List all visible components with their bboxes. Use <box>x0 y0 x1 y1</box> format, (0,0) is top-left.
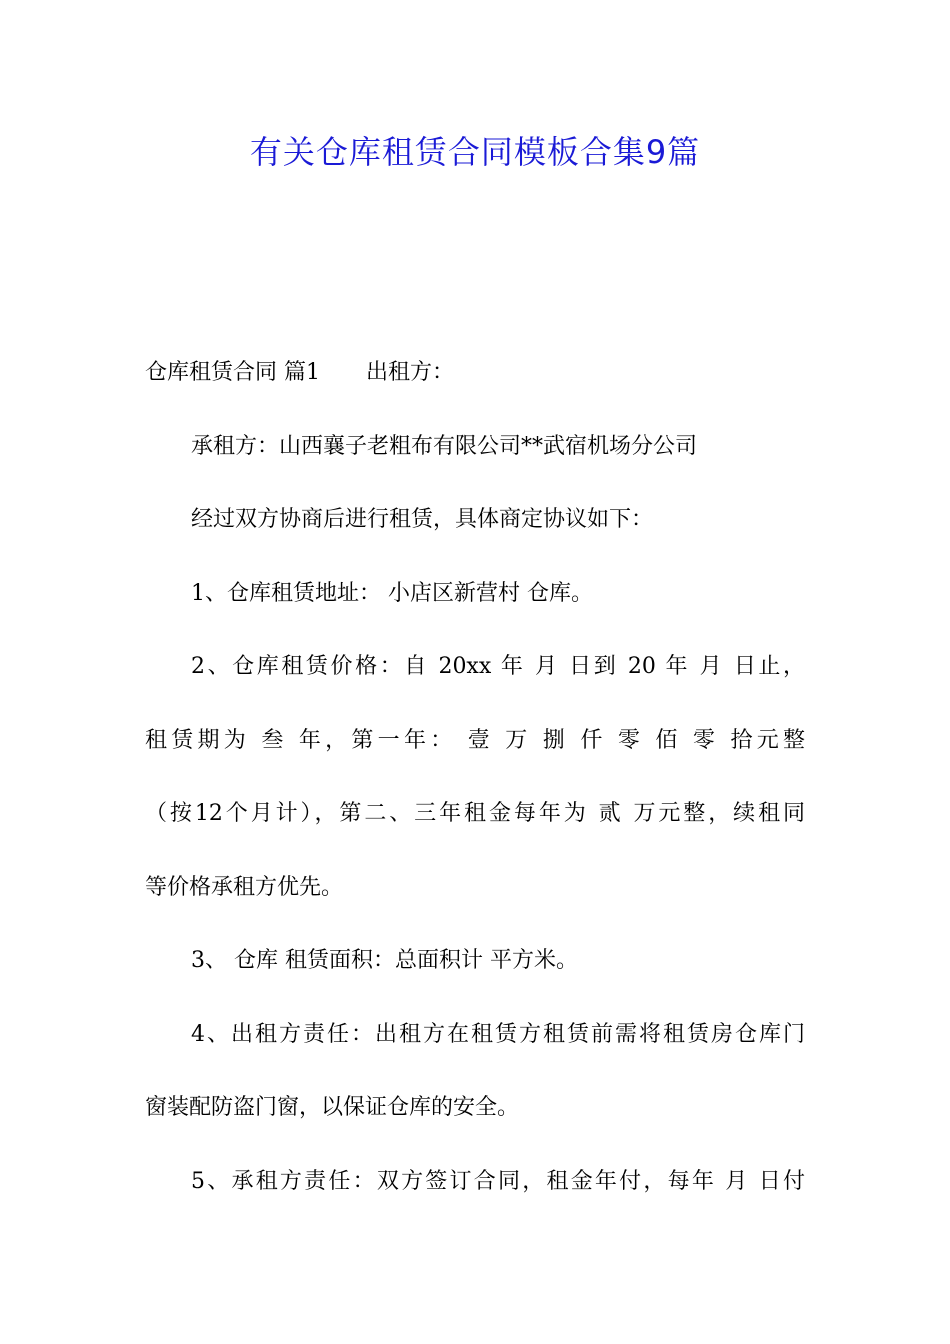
section-heading: 仓库租赁合同 篇1 <box>145 360 320 385</box>
paragraph-line: （按12个月计），第二、三年租金每年为 贰 万元整，续租同 <box>145 801 805 826</box>
paragraph-line: 5、承租方责任：双方签订合同，租金年付，每年 月 日付 <box>191 1168 805 1194</box>
paragraph-line: 1、仓库租赁地址： 小店区新营村 仓库。 <box>191 580 593 606</box>
paragraph-line: 经过双方协商后进行租赁，具体商定协议如下： <box>191 507 654 532</box>
document-body <box>145 336 805 1218</box>
paragraph-line: 租赁期为 叁 年，第一年： 壹 万 捌 仟 零 佰 零 拾元整 <box>145 727 805 753</box>
paragraph-line: 3、 仓库 租赁面积：总面积计 平方米。 <box>191 948 578 973</box>
paragraph-line: 等价格承租方优先。 <box>145 874 344 900</box>
paragraph-line: 窗装配防盗门窗，以保证仓库的安全。 <box>145 1095 520 1120</box>
lessor-label: 出租方： <box>366 360 455 385</box>
paragraph-line: 4、出租方责任：出租方在租赁方租赁前需将租赁房仓库门 <box>191 1021 805 1047</box>
document-title: 有关仓库租赁合同模板合集9篇 <box>249 133 701 171</box>
paragraph-line <box>145 336 805 410</box>
paragraph-line: 承租方：山西襄子老粗布有限公司**武宿机场分公司 <box>191 433 698 459</box>
paragraph-line: 2、仓库租赁价格：自 20xx 年 月 日到 20 年 月 日止， <box>191 654 805 679</box>
